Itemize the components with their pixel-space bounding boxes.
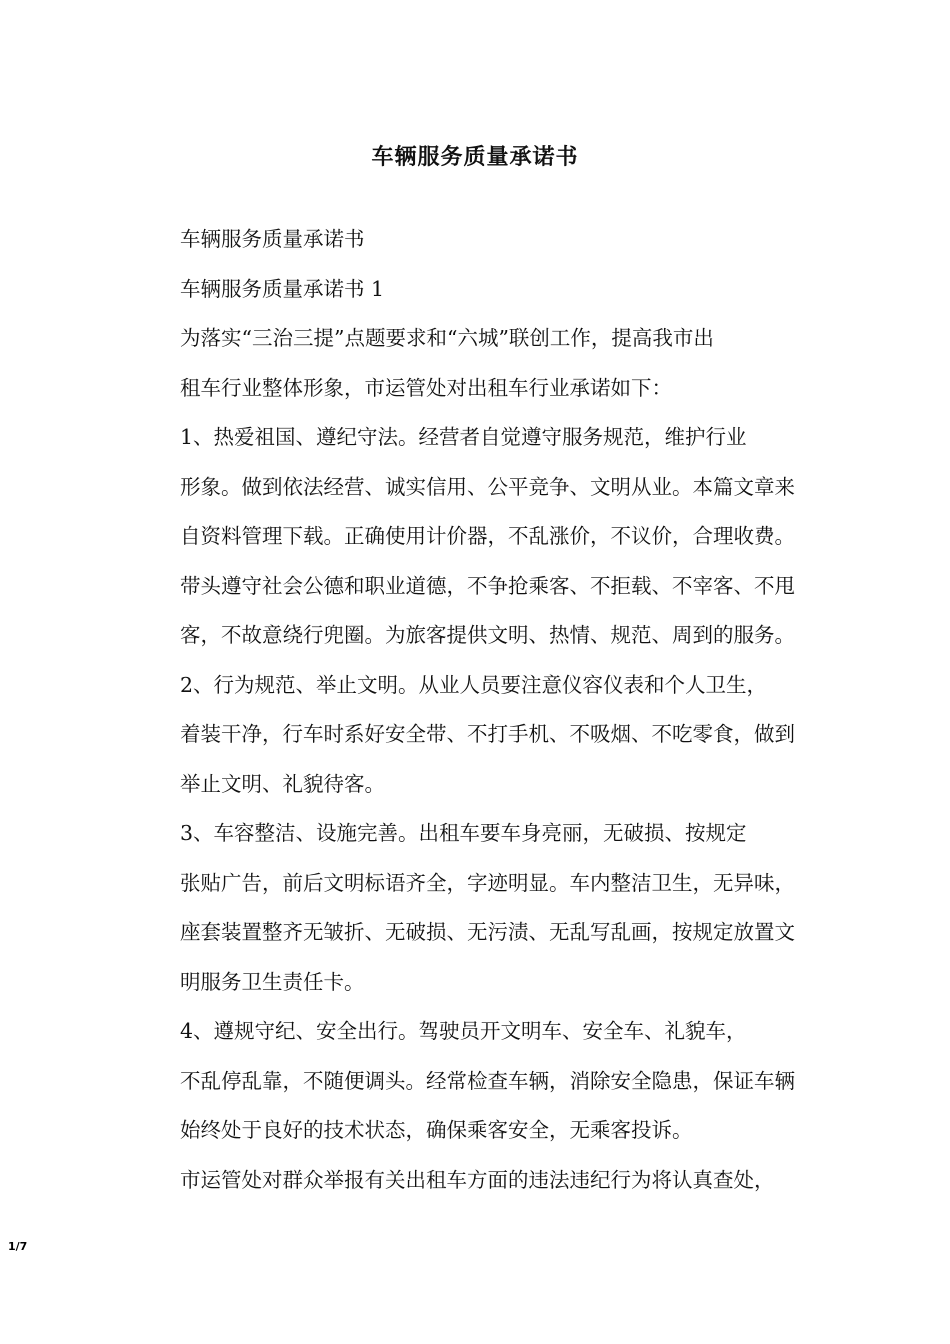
paragraph-item-4 — [139, 1007, 823, 1156]
paragraph-line: 不乱停乱靠，不随便调头。经常检查车辆，消除安全隐患，保证车辆 — [180, 1068, 795, 1093]
paragraph-item-3 — [139, 809, 823, 1007]
paragraph-closing — [139, 1156, 823, 1206]
paragraph-heading — [139, 215, 823, 265]
paragraph-line: 3、车容整洁、设施完善。出租车要车身亮丽，无破损、按规定 — [180, 821, 747, 845]
paragraph-line: 2、行为规范、举止文明。从业人员要注意仪容仪表和个人卫生， — [180, 672, 768, 697]
paragraph-line: 车辆服务质量承诺书 1 — [180, 276, 385, 301]
paragraph-line: 4、遵规守纪、安全出行。驾驶员开文明车、安全车、礼貌车， — [180, 1019, 747, 1043]
paragraph-line: 着装干净，行车时系好安全带、不打手机、不吸烟、不吃零食，做到 — [180, 722, 795, 746]
paragraph-line: 始终处于良好的技术状态，确保乘客安全，无乘客投诉。 — [180, 1118, 693, 1142]
document-body — [139, 215, 823, 1205]
paragraph-line: 自资料管理下载。正确使用计价器，不乱涨价，不议价，合理收费。 — [180, 524, 795, 548]
paragraph-intro — [139, 314, 823, 413]
paragraph-line: 为落实“三治三提”点题要求和“六城”联创工作，提高我市出 — [180, 326, 714, 350]
paragraph-subheading — [139, 265, 823, 315]
paragraph-line: 举止文明、礼貌待客。 — [180, 771, 385, 796]
paragraph-line: 租车行业整体形象，市运管处对出租车行业承诺如下： — [180, 375, 672, 400]
paragraph-line: 形象。做到依法经营、诚实信用、公平竞争、文明从业。本篇文章来 — [180, 474, 795, 499]
paragraph-line: 客，不故意绕行兜圈。为旅客提供文明、热情、规范、周到的服务。 — [180, 623, 795, 647]
paragraph-line: 明服务卫生责任卡。 — [180, 969, 365, 994]
paragraph-line: 座套装置整齐无皱折、无破损、无污渍、无乱写乱画，按规定放置文 — [180, 920, 795, 944]
paragraph-item-2 — [139, 661, 823, 810]
paragraph-line: 车辆服务质量承诺书 — [180, 227, 365, 251]
paragraph-item-1 — [139, 413, 823, 661]
page-number: 1/7 — [8, 1240, 28, 1253]
document-title: 车辆服务质量承诺书 — [371, 145, 579, 170]
paragraph-line: 带头遵守社会公德和职业道德，不争抢乘客、不拒载、不宰客、不甩 — [180, 573, 795, 598]
paragraph-line: 张贴广告，前后文明标语齐全，字迹明显。车内整洁卫生，无异味， — [180, 870, 795, 895]
paragraph-line: 市运管处对群众举报有关出租车方面的违法违纪行为将认真查处， — [180, 1167, 775, 1192]
paragraph-line: 1、热爱祖国、遵纪守法。经营者自觉遵守服务规范，维护行业 — [180, 425, 747, 449]
